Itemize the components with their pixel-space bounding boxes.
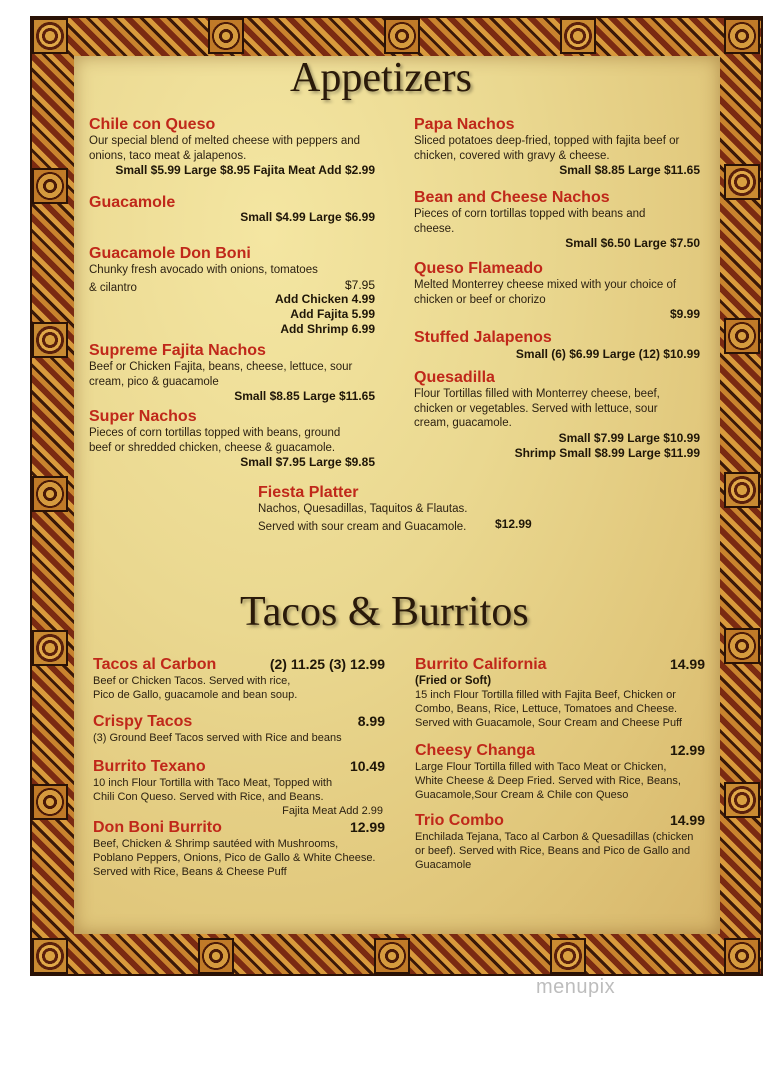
menu-item-burrito-texano xyxy=(93,757,385,818)
item-price: $7.95 xyxy=(344,277,375,292)
item-add-on: Add Shrimp 6.99 xyxy=(280,322,375,336)
menu-item-supreme-fajita-nachos xyxy=(89,341,375,404)
menu-item-queso-flameado xyxy=(414,259,700,322)
appetizers-heading: Appetizers xyxy=(290,55,472,101)
item-name: Stuffed Jalapenos xyxy=(414,329,552,346)
item-description: Large Flour Tortilla filled with Taco Meat or Chicken, xyxy=(415,761,667,773)
item-price: Small (6) $6.99 Large (12) $10.99 xyxy=(515,347,700,361)
border-ornament xyxy=(32,18,68,54)
item-add-on: Add Fajita 5.99 xyxy=(290,307,375,321)
item-description: 15 inch Flour Tortilla filled with Fajita Beef, Chicken or xyxy=(415,689,676,701)
border-ornament xyxy=(32,476,68,512)
item-add-on: Fajita Meat Add 2.99 xyxy=(282,805,383,817)
item-name: Quesadilla xyxy=(414,369,495,386)
border-ornament xyxy=(32,168,68,204)
item-name: Burrito California xyxy=(415,656,547,673)
menu-item-don-boni-burrito xyxy=(93,818,385,879)
item-description: Pico de Gallo, guacamole and bean soup. xyxy=(93,689,298,701)
item-price: Small $8.85 Large $11.65 xyxy=(234,389,375,403)
border-ornament xyxy=(724,18,760,54)
item-description: Our special blend of melted cheese with peppers and xyxy=(89,135,361,147)
item-description: Pieces of corn tortillas topped with beans and xyxy=(414,208,646,220)
item-price: Small $8.85 Large $11.65 xyxy=(559,163,700,177)
border-ornament xyxy=(724,782,760,818)
item-description: Melted Monterrey cheese mixed with your choice of xyxy=(414,279,677,291)
item-price: Shrimp Small $8.99 Large $11.99 xyxy=(514,445,700,460)
item-name: Papa Nachos xyxy=(414,116,515,133)
border-ornament xyxy=(724,938,760,974)
item-name: Bean and Cheese Nachos xyxy=(414,189,610,206)
border-ornament xyxy=(550,938,586,974)
item-description: chicken or beef or chorizo xyxy=(414,293,546,306)
item-description: 10 inch Flour Tortilla with Taco Meat, Topped with xyxy=(93,777,333,789)
item-description: Guacamole xyxy=(415,859,472,871)
item-description: Served with sour cream and Guacamole. xyxy=(258,520,467,533)
menu-item-bean-cheese-nachos xyxy=(414,188,700,251)
item-add-on: Add Chicken 4.99 xyxy=(274,292,375,306)
menu-item-fiesta-platter xyxy=(258,483,548,532)
menu-item-burrito-california xyxy=(415,655,705,730)
menu-item-crispy-tacos xyxy=(93,712,385,745)
border-ornament xyxy=(560,18,596,54)
item-description: Chili Con Queso. Served with Rice, and Beans. xyxy=(93,791,324,803)
item-name: Queso Flameado xyxy=(414,260,543,277)
item-price: 12.99 xyxy=(349,819,385,835)
item-price: (2) 11.25 (3) 12.99 xyxy=(269,656,385,672)
item-name: Guacamole xyxy=(89,194,176,211)
border-ornament xyxy=(374,938,410,974)
menu-item-cheesy-changa xyxy=(415,741,705,802)
item-description: (3) Ground Beef Tacos served with Rice and beans xyxy=(93,732,342,744)
item-description: Beef or Chicken Fajita, beans, cheese, lettuce, sour xyxy=(89,361,353,373)
item-description: Sliced potatoes deep-fried, topped with fajita beef or xyxy=(414,135,680,147)
menu-item-super-nachos xyxy=(89,407,375,470)
item-description: Beef or Chicken Tacos. Served with rice, xyxy=(93,675,291,687)
item-description: or beef). Served with Rice, Beans and Pico de Gallo and xyxy=(415,845,691,857)
border-ornament xyxy=(384,18,420,54)
item-description: chicken, covered with gravy & cheese. xyxy=(414,149,610,162)
item-description: chicken or vegetables. Served with lettuce, sour xyxy=(414,402,658,415)
item-name: Super Nachos xyxy=(89,408,197,425)
item-description: Chunky fresh avocado with onions, tomatoes xyxy=(89,264,318,276)
border-ornament xyxy=(32,938,68,974)
item-description: cream, pico & guacamole xyxy=(89,375,219,388)
item-description: Guacamole,Sour Cream & Chile con Queso xyxy=(415,789,629,801)
item-description: White Cheese & Deep Fried. Served with Rice, Beans, xyxy=(415,775,681,787)
item-price: Small $7.99 Large $10.99 xyxy=(558,430,700,445)
item-price: $12.99 xyxy=(495,516,532,531)
item-description: Pieces of corn tortillas topped with beans, ground xyxy=(89,427,341,439)
menu-item-trio-combo xyxy=(415,811,705,872)
item-name: Fiesta Platter xyxy=(258,484,359,501)
watermark: menupix xyxy=(536,976,616,998)
item-name: Tacos al Carbon xyxy=(93,656,217,673)
border-ornament xyxy=(32,322,68,358)
item-description: onions, taco meat & jalapenos. xyxy=(89,149,247,162)
item-description: Poblano Peppers, Onions, Pico de Gallo & White Cheese. xyxy=(93,852,376,864)
item-price: Small $4.99 Large $6.99 xyxy=(240,210,375,224)
menu-item-quesadilla xyxy=(414,368,700,461)
item-name: Crispy Tacos xyxy=(93,713,193,730)
menu-item-guacamole xyxy=(89,193,375,225)
item-price: Small $5.99 Large $8.95 Fajita Meat Add $2.99 xyxy=(115,163,375,177)
border-ornament xyxy=(32,784,68,820)
item-description: Flour Tortillas filled with Monterrey cheese, beef, xyxy=(414,388,660,400)
item-description: Served with Guacamole, Sour Cream and Cheese Puff xyxy=(415,717,682,729)
item-price: 8.99 xyxy=(357,713,385,729)
item-description: Nachos, Quesadillas, Taquitos & Flautas. xyxy=(258,503,468,515)
item-description: beef or shredded chicken, cheese & guacamole. xyxy=(89,441,336,454)
border-ornament xyxy=(198,938,234,974)
border-ornament xyxy=(724,472,760,508)
item-price: $9.99 xyxy=(669,307,700,321)
border-ornament xyxy=(724,318,760,354)
border-ornament xyxy=(724,628,760,664)
menu-item-papa-nachos xyxy=(414,115,700,178)
item-description: Beef, Chicken & Shrimp sautéed with Mushrooms, xyxy=(93,838,339,850)
item-description: Combo, Beans, Rice, Lettuce, Tomatoes and Cheese. xyxy=(415,703,678,715)
item-price: Small $6.50 Large $7.50 xyxy=(565,236,700,250)
tacos-burritos-heading: Tacos & Burritos xyxy=(240,589,529,635)
item-description: cheese. xyxy=(414,222,455,235)
menu-item-stuffed-jalapenos xyxy=(414,328,700,362)
item-description: & cilantro xyxy=(89,281,137,294)
item-price: Small $7.95 Large $9.85 xyxy=(240,455,375,469)
item-name: Guacamole Don Boni xyxy=(89,245,251,262)
item-name: Trio Combo xyxy=(415,812,504,829)
item-name: Cheesy Changa xyxy=(415,742,536,759)
item-description: cream, guacamole. xyxy=(414,417,512,429)
item-description: Served with Rice, Beans & Cheese Puff xyxy=(93,866,287,878)
item-name: Supreme Fajita Nachos xyxy=(89,342,266,359)
item-price: 14.99 xyxy=(669,656,705,672)
border-ornament xyxy=(208,18,244,54)
item-name: Chile con Queso xyxy=(89,116,216,133)
item-price: 12.99 xyxy=(669,742,705,758)
item-price: 14.99 xyxy=(669,812,705,828)
menu-item-guacamole-don-boni xyxy=(89,244,375,337)
item-subtitle: (Fried or Soft) xyxy=(415,675,492,687)
border-ornament xyxy=(32,630,68,666)
item-price: 10.49 xyxy=(349,758,385,774)
border-ornament xyxy=(724,164,760,200)
item-description: Enchilada Tejana, Taco al Carbon & Quesadillas (chicken xyxy=(415,831,694,843)
item-name: Burrito Texano xyxy=(93,758,206,775)
menu-item-tacos-al-carbon xyxy=(93,655,385,702)
item-name: Don Boni Burrito xyxy=(93,819,222,836)
menu-item-chile-con-queso xyxy=(89,115,375,178)
